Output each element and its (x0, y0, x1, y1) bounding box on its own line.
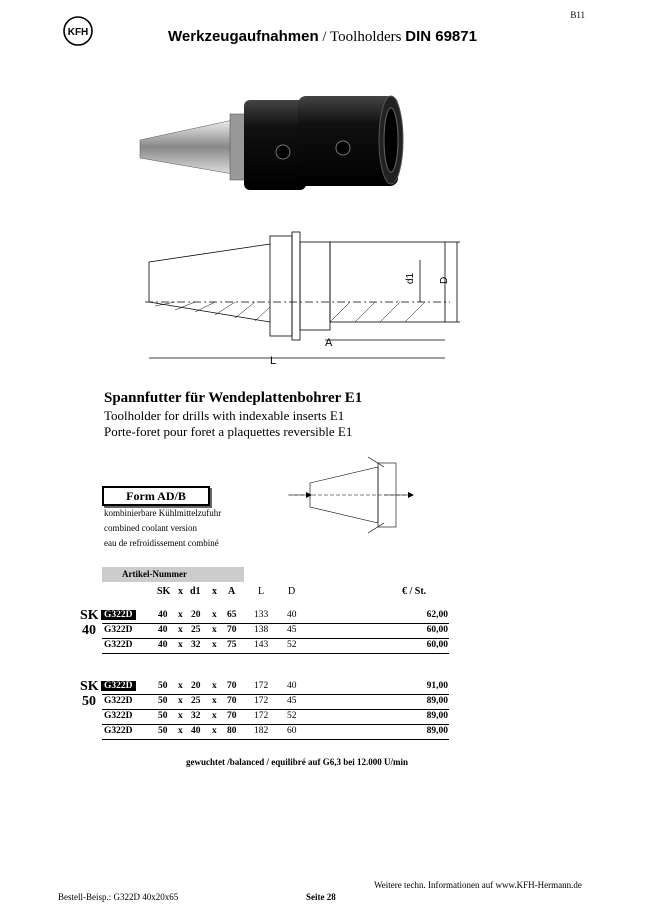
cell-a: 75 (227, 640, 237, 650)
coolant-schematic (288, 455, 418, 535)
title-en: Toolholders (330, 29, 402, 45)
dim-d1: d1 (405, 272, 416, 284)
product-headline: Spannfutter für Wendeplattenbohrer E1 (104, 390, 363, 406)
sk-group-value: 40 (82, 623, 96, 638)
cell-d: 52 (287, 711, 297, 721)
cell-d1: 32 (191, 640, 201, 650)
cell-d: 52 (287, 640, 297, 650)
cell-price: 89,00 (426, 696, 448, 706)
page-title (0, 28, 645, 46)
cell-a: 65 (227, 610, 237, 620)
cell-sk: 50 (158, 711, 168, 721)
cell-d1: 25 (191, 696, 201, 706)
balanced-note: gewuchtet /balanced / equilibré auf G6,3 bei 12.000 U/min (186, 757, 409, 767)
header-price: € / St. (402, 586, 427, 597)
header-d1: d1 (190, 586, 201, 597)
row-divider (102, 694, 449, 695)
sk-group-label: SK (80, 679, 99, 694)
cell-d: 45 (287, 696, 297, 706)
cell-l: 182 (254, 726, 269, 736)
cell-x: x (212, 610, 217, 620)
header-sk: SK (157, 586, 171, 597)
article-code: G322D (104, 696, 133, 706)
cell-x: x (178, 640, 183, 650)
cell-l: 143 (254, 640, 269, 650)
cell-d1: 20 (191, 610, 201, 620)
cell-x: x (212, 711, 217, 721)
cell-a: 70 (227, 681, 237, 691)
cell-sk: 40 (158, 610, 168, 620)
cell-price: 62,00 (426, 610, 448, 620)
dim-l: L (270, 355, 277, 367)
cell-d: 45 (287, 625, 297, 635)
cell-sk: 50 (158, 696, 168, 706)
cell-d1: 32 (191, 711, 201, 721)
row-divider (102, 724, 449, 725)
article-code: G322D (104, 726, 133, 736)
cell-price: 60,00 (426, 640, 448, 650)
cell-price: 60,00 (426, 625, 448, 635)
technical-drawing (145, 222, 465, 372)
form-label: Form AD/B (102, 486, 210, 506)
row-divider (102, 623, 449, 624)
article-code: G322D (101, 681, 136, 691)
cell-sk: 50 (158, 681, 168, 691)
header-l: L (258, 586, 265, 597)
cell-d1: 40 (191, 726, 201, 736)
product-subtitle-en: Toolholder for drills with indexable inserts E1 (104, 408, 345, 423)
row-divider (102, 653, 449, 654)
cell-sk: 40 (158, 625, 168, 635)
cell-x: x (178, 681, 183, 691)
dim-a: A (325, 337, 333, 349)
cell-d: 40 (287, 681, 297, 691)
article-code: G322D (104, 625, 133, 635)
cell-l: 172 (254, 696, 269, 706)
cell-x: x (212, 681, 217, 691)
cell-l: 172 (254, 711, 269, 721)
cell-d1: 20 (191, 681, 201, 691)
title-de: Werkzeugaufnahmen (168, 28, 319, 45)
cell-d: 60 (287, 726, 297, 736)
product-subtitle-fr: Porte-foret pour foret a plaquettes reversible E1 (104, 424, 353, 439)
cell-x: x (178, 625, 183, 635)
cell-sk: 40 (158, 640, 168, 650)
cell-a: 70 (227, 625, 237, 635)
svg-text:KFH: KFH (67, 27, 89, 38)
header-a: A (228, 586, 236, 597)
form-note-en: combined coolant version (104, 523, 197, 533)
cell-x: x (212, 696, 217, 706)
row-divider (102, 709, 449, 710)
cell-x: x (178, 610, 183, 620)
title-din: DIN 69871 (405, 28, 477, 45)
header-d: D (288, 586, 296, 597)
cell-sk: 50 (158, 726, 168, 736)
order-example: Bestell-Beisp.: G322D 40x20x65 (58, 892, 179, 902)
cell-a: 70 (227, 711, 237, 721)
article-code: G322D (104, 711, 133, 721)
row-divider (102, 638, 449, 639)
header-x1: x (178, 586, 183, 597)
cell-price: 89,00 (426, 711, 448, 721)
form-note-de: kombinierbare Kühlmittelzufuhr (104, 508, 222, 518)
row-divider (102, 739, 449, 740)
cell-l: 172 (254, 681, 269, 691)
sk-group-value: 50 (82, 694, 96, 709)
more-info: Weitere techn. Informationen auf www.KFH-Hermann.de (374, 880, 582, 890)
page-number: Seite 28 (306, 892, 336, 902)
cell-a: 70 (227, 696, 237, 706)
cell-x: x (212, 640, 217, 650)
sk-group-label: SK (80, 608, 99, 623)
header-x2: x (212, 586, 217, 597)
dim-d: D (439, 276, 450, 284)
cell-d: 40 (287, 610, 297, 620)
cell-x: x (212, 726, 217, 736)
cell-price: 89,00 (426, 726, 448, 736)
cell-x: x (178, 711, 183, 721)
cell-x: x (178, 696, 183, 706)
cell-l: 138 (254, 625, 269, 635)
cell-x: x (212, 625, 217, 635)
article-code: G322D (104, 640, 133, 650)
page-code: B11 (570, 10, 585, 20)
cell-x: x (178, 726, 183, 736)
toolholder-photo (138, 92, 408, 202)
cell-l: 133 (254, 610, 269, 620)
article-code: G322D (101, 610, 136, 620)
cell-a: 80 (227, 726, 237, 736)
article-number-header: Artikel-Nummer (102, 567, 244, 582)
cell-d1: 25 (191, 625, 201, 635)
form-note-fr: eau de refroidissement combiné (104, 538, 219, 548)
cell-price: 91,00 (426, 681, 448, 691)
title-sep: / (318, 29, 331, 45)
